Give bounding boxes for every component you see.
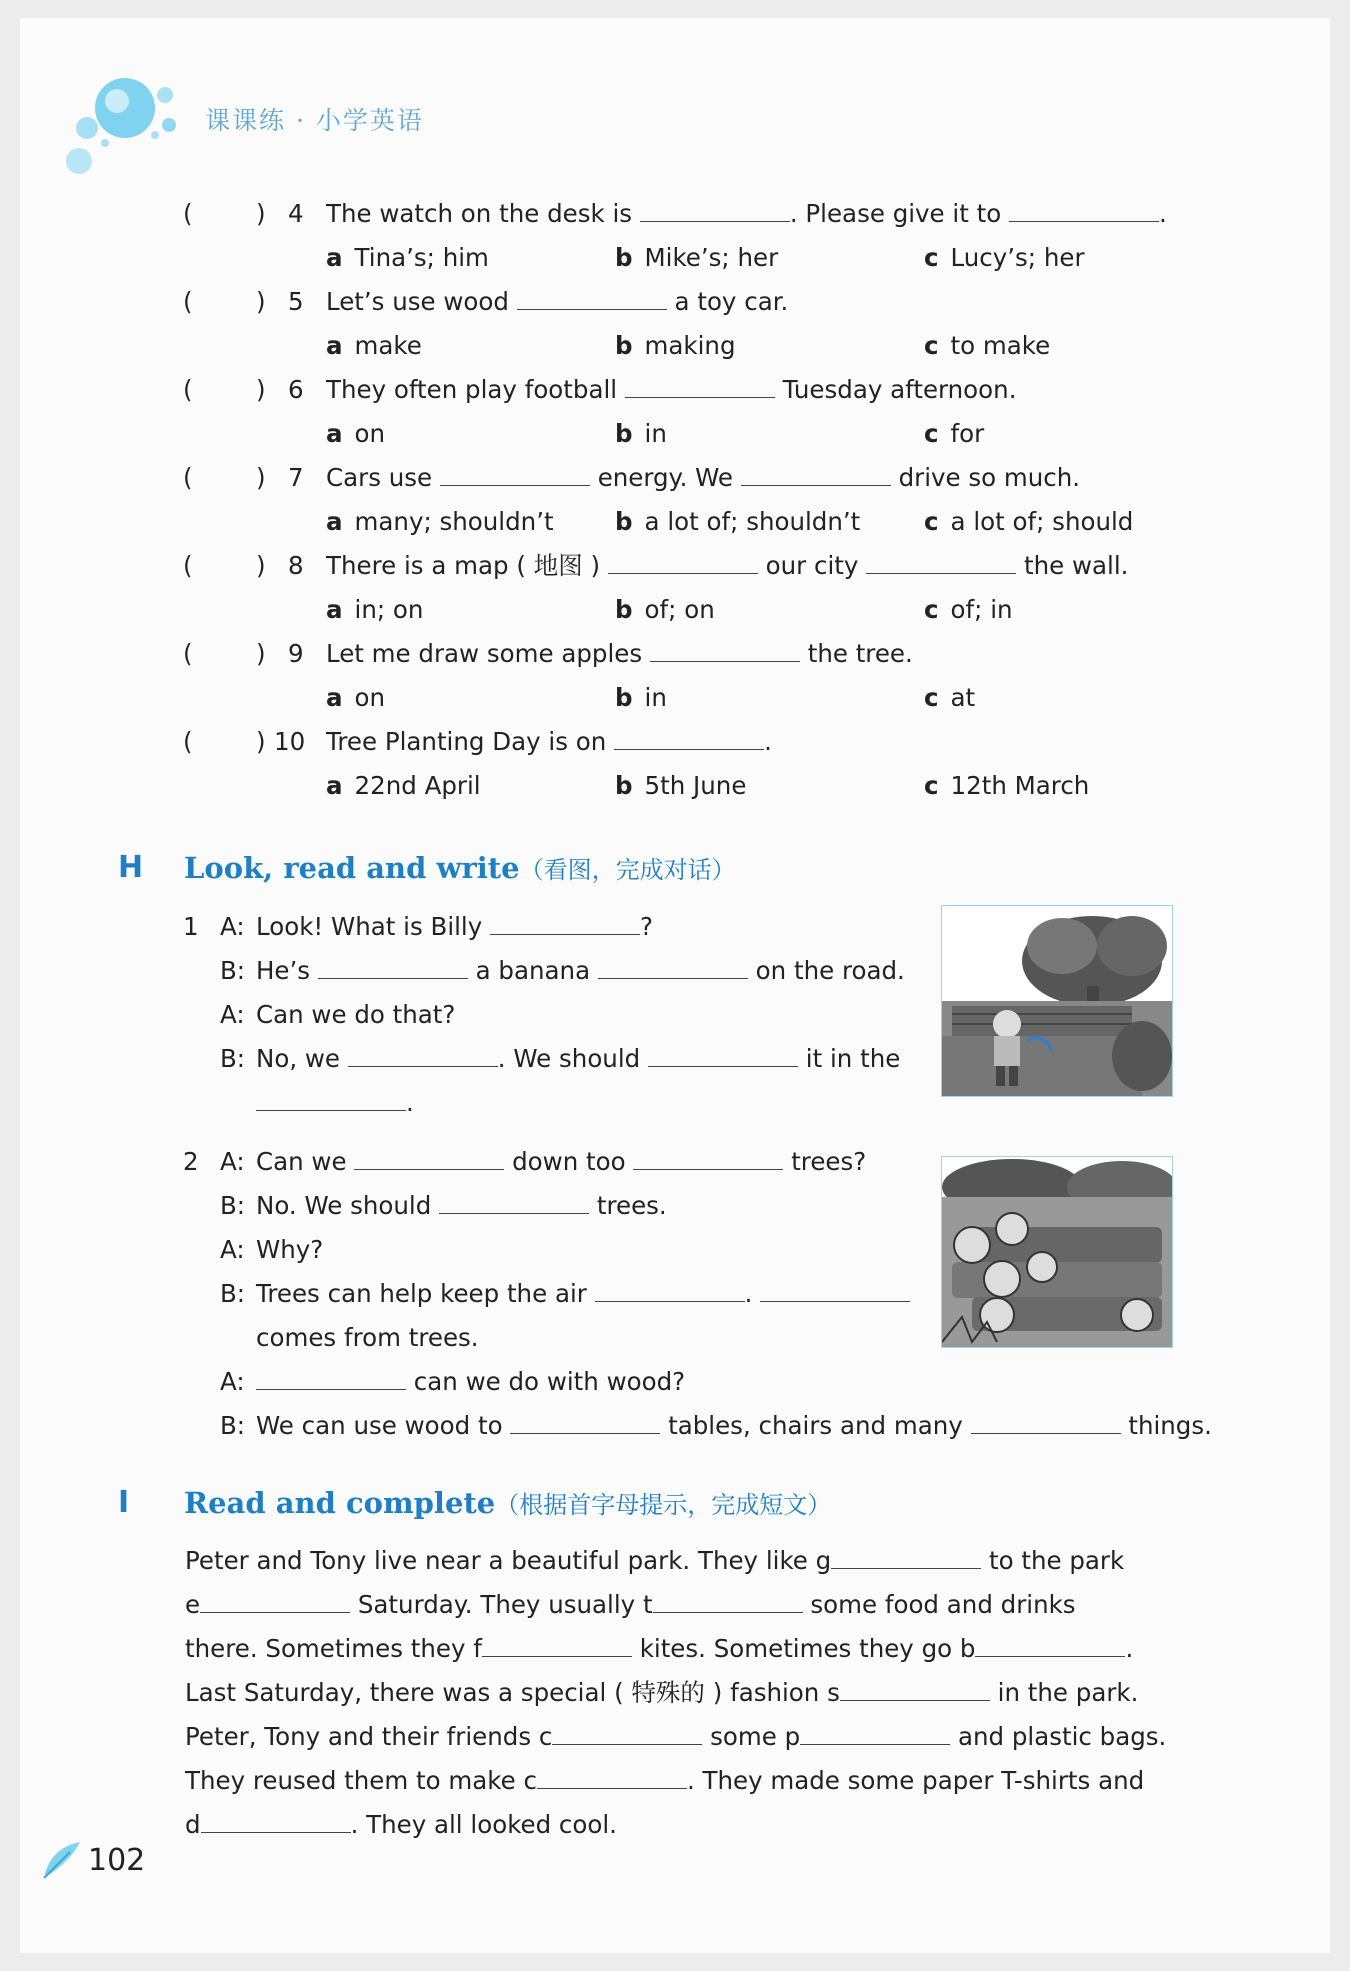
passage-text: Peter and Tony live near a beautiful park. They like g [185, 1546, 832, 1575]
passage-text: there. Sometimes they f [185, 1634, 482, 1663]
dialog-text: trees. [589, 1191, 667, 1220]
option-letter: a [326, 595, 343, 624]
passage-text: kites. Sometimes they go b [631, 1634, 976, 1663]
question-stem [326, 198, 1167, 230]
option-letter: c [924, 331, 939, 360]
passage-text: Peter, Tony and their friends c [185, 1722, 553, 1751]
option-text: Lucy’s; her [950, 243, 1085, 272]
option-letter: b [615, 243, 633, 272]
option-c [924, 770, 1089, 802]
dialog-text: Can we [256, 1147, 355, 1176]
speaker-label: B: [220, 956, 246, 985]
question-text: Let’s use wood [326, 287, 517, 316]
answer-blank [840, 1678, 990, 1701]
question-number: 9 [288, 639, 304, 668]
text-line [288, 374, 304, 406]
answer-blank [537, 1766, 687, 1789]
question-text: They often play football [326, 375, 625, 404]
passage-text: some food and drinks [802, 1590, 1076, 1619]
passage-text: e [185, 1590, 201, 1619]
answer-blank [640, 199, 790, 222]
question-number: 7 [288, 463, 304, 492]
text-line: ( [183, 463, 193, 492]
text-line [220, 999, 245, 1031]
option-b [615, 682, 667, 714]
option-c [924, 682, 975, 714]
option-letter: a [326, 683, 343, 712]
dialog-text: No. We should [256, 1191, 440, 1220]
answer-blank [614, 727, 764, 750]
answer-blank [650, 639, 800, 662]
option-letter: a [326, 771, 343, 800]
dialog-number: 2 [183, 1147, 199, 1176]
option-a [326, 418, 385, 450]
dialog-line [256, 1278, 910, 1310]
dialog-number: 1 [183, 912, 199, 941]
dialog-line [256, 1087, 414, 1119]
dialog-text: a banana [467, 956, 598, 985]
answer-blank [971, 1411, 1121, 1434]
question-text: Tuesday afternoon. [774, 375, 1017, 404]
question-number: 4 [288, 199, 304, 228]
section-h-letter: H [118, 850, 144, 885]
answer-blank [648, 1044, 798, 1067]
text-line [288, 550, 304, 582]
option-c [924, 594, 1013, 626]
option-c [924, 242, 1085, 274]
option-b [615, 418, 667, 450]
passage-text: Last Saturday, there was a special ( 特殊的 ) fashion s [185, 1678, 840, 1707]
question-stem [326, 726, 772, 758]
option-letter: a [326, 419, 343, 448]
option-a [326, 594, 423, 626]
option-text: making [644, 331, 736, 360]
speaker-label: A: [220, 1235, 245, 1264]
dialog-line [256, 1322, 479, 1354]
question-text: Tree Planting Day is on [326, 727, 615, 756]
passage-text: . [1125, 1634, 1134, 1663]
option-text: in; on [354, 595, 424, 624]
answer-blank [595, 1279, 745, 1302]
option-text: of; on [644, 595, 715, 624]
question-number: 10 [274, 727, 306, 756]
answer-blank [318, 956, 468, 979]
option-letter: c [924, 595, 939, 624]
dialog-line [256, 1190, 667, 1222]
leaf-icon [40, 1838, 86, 1882]
dialog-line [256, 1410, 1212, 1442]
dialog-text: Look! What is Billy [256, 912, 491, 941]
speaker-label: A: [220, 1000, 245, 1029]
option-text: 22nd April [354, 771, 481, 800]
speaker-label: B: [220, 1044, 246, 1073]
question-text: . [1159, 199, 1167, 228]
question-text: the wall. [1016, 551, 1129, 580]
answer-blank [482, 1634, 632, 1657]
dialog-line [256, 911, 653, 943]
passage-text: They reused them to make c [185, 1766, 537, 1795]
option-letter: c [924, 243, 939, 272]
dialog-line [256, 1043, 900, 1075]
speaker-label: A: [220, 1147, 245, 1176]
dialog-text: on the road. [747, 956, 905, 985]
option-letter: b [615, 771, 633, 800]
dialog-text: He’s [256, 956, 318, 985]
dialog-text: We can use wood to [256, 1411, 511, 1440]
text-line [220, 1043, 245, 1075]
option-letter: a [326, 507, 343, 536]
answer-blank [439, 1191, 589, 1214]
answer-blank [510, 1411, 660, 1434]
question-text: Let me draw some apples [326, 639, 650, 668]
option-text: to make [950, 331, 1051, 360]
option-text: a lot of; shouldn’t [644, 507, 861, 536]
passage-text: to the park [981, 1546, 1125, 1575]
answer-blank [800, 1722, 950, 1745]
passage-text: and plastic bags. [950, 1722, 1167, 1751]
text-line [220, 1366, 245, 1398]
text-line: ) [256, 551, 266, 580]
dialog-text: Why? [256, 1235, 324, 1264]
dialog-line [256, 955, 905, 987]
question-text: the tree. [799, 639, 913, 668]
answer-blank [598, 956, 748, 979]
option-c [924, 330, 1050, 362]
text-line [220, 1410, 245, 1442]
dialog-text: comes from trees. [256, 1323, 479, 1352]
header-title: 课课练 · 小学英语 [205, 106, 424, 135]
option-letter: a [326, 331, 343, 360]
answer-blank [440, 463, 590, 486]
question-stem [326, 550, 1128, 582]
passage-line [185, 1545, 1124, 1577]
text-line [220, 955, 245, 987]
text-line [288, 198, 304, 230]
option-text: many; shouldn’t [354, 507, 554, 536]
option-letter: c [924, 419, 939, 448]
answer-blank [517, 287, 667, 310]
text-line [220, 1190, 245, 1222]
option-text: 12th March [950, 771, 1090, 800]
option-text: in [644, 419, 667, 448]
answer-blank [975, 1634, 1125, 1657]
answer-blank [608, 551, 758, 574]
question-text: The watch on the desk is [326, 199, 640, 228]
option-c [924, 506, 1133, 538]
dialog-text: trees? [783, 1147, 867, 1176]
text-line: ) [256, 463, 266, 492]
passage-line [185, 1765, 1144, 1797]
question-stem [326, 638, 913, 670]
option-b [615, 330, 736, 362]
text-line: ( [183, 375, 193, 404]
text-line [274, 726, 305, 758]
answer-blank [552, 1722, 702, 1745]
dialog-text: . [406, 1088, 414, 1117]
answer-blank [633, 1147, 783, 1170]
question-stem [326, 374, 1016, 406]
dialog-text: ? [640, 912, 654, 941]
option-text: on [354, 419, 386, 448]
passage-line [185, 1677, 1138, 1709]
text-line [183, 1146, 199, 1178]
text-line: ( [183, 199, 193, 228]
logs-picture [941, 1156, 1173, 1348]
dialog-text: tables, chairs and many [660, 1411, 971, 1440]
dialog-text: things. [1120, 1411, 1212, 1440]
dialog-text: No, we [256, 1044, 348, 1073]
option-letter: c [924, 507, 939, 536]
option-b [615, 770, 746, 802]
option-text: a lot of; should [950, 507, 1134, 536]
answer-blank [866, 551, 1016, 574]
dialog-line [256, 1146, 866, 1178]
text-line: ) [256, 639, 266, 668]
dialog-line [256, 1366, 685, 1398]
passage-text: d [185, 1810, 201, 1839]
option-text: in [644, 683, 667, 712]
page-number: 102 [88, 1843, 146, 1878]
option-a [326, 506, 554, 538]
option-a [326, 770, 481, 802]
text-line [288, 638, 304, 670]
question-text: There is a map ( 地图 ) [326, 551, 608, 580]
passage-text: some p [702, 1722, 801, 1751]
dialog-text: Can we do that? [256, 1000, 456, 1029]
dialog-line [256, 999, 455, 1031]
option-b [615, 506, 860, 538]
question-number: 5 [288, 287, 304, 316]
option-letter: b [615, 419, 633, 448]
option-text: on [354, 683, 386, 712]
speaker-label: B: [220, 1279, 246, 1308]
option-letter: b [615, 507, 633, 536]
answer-blank [625, 375, 775, 398]
answer-blank [256, 1367, 406, 1390]
text-line: ) [256, 199, 266, 228]
section-i-title: Read and complete（根据首字母提示，完成短文） [184, 1486, 832, 1520]
text-line [288, 286, 304, 318]
passage-line [185, 1633, 1133, 1665]
question-text: our city [757, 551, 867, 580]
passage-text: Saturday. They usually t [350, 1590, 653, 1619]
passage-line [185, 1809, 617, 1841]
text-line [288, 462, 304, 494]
option-b [615, 242, 778, 274]
text-line: ) [256, 375, 266, 404]
question-text: . [764, 727, 772, 756]
option-letter: c [924, 683, 939, 712]
option-text: 5th June [644, 771, 747, 800]
question-text: . Please give it to [789, 199, 1010, 228]
answer-blank [760, 1279, 910, 1302]
option-letter: b [615, 331, 633, 360]
answer-blank [653, 1590, 803, 1613]
section-h-title: Look, read and write（看图，完成对话） [184, 851, 736, 885]
bubbles-logo-icon [65, 73, 195, 193]
answer-blank [348, 1044, 498, 1067]
text-line: ) [256, 727, 266, 756]
option-c [924, 418, 984, 450]
question-stem [326, 462, 1080, 494]
speaker-label: A: [220, 912, 245, 941]
dialog-text: . [744, 1279, 761, 1308]
speaker-label: B: [220, 1411, 246, 1440]
text-line: ( [183, 639, 193, 668]
question-number: 8 [288, 551, 304, 580]
text-line: ( [183, 551, 193, 580]
dialog-text: Trees can help keep the air [256, 1279, 595, 1308]
option-text: make [354, 331, 422, 360]
dialog-text: . We should [497, 1044, 648, 1073]
answer-blank [490, 912, 640, 935]
dialog-text: can we do with wood? [406, 1367, 686, 1396]
question-number: 6 [288, 375, 304, 404]
passage-line [185, 1721, 1166, 1753]
option-b [615, 594, 715, 626]
question-text: drive so much. [890, 463, 1081, 492]
option-a [326, 682, 385, 714]
option-letter: a [326, 243, 343, 272]
question-text: Cars use [326, 463, 440, 492]
dialog-line [256, 1234, 323, 1266]
option-text: for [950, 419, 985, 448]
speaker-label: A: [220, 1367, 245, 1396]
text-line: ( [183, 727, 193, 756]
text-line [220, 1278, 245, 1310]
passage-text: . They all looked cool. [350, 1810, 617, 1839]
option-text: Tina’s; him [354, 243, 489, 272]
text-line [220, 1146, 245, 1178]
question-stem [326, 286, 788, 318]
answer-blank [200, 1590, 350, 1613]
section-i-letter: I [118, 1485, 130, 1520]
answer-blank [201, 1810, 351, 1833]
passage-text: in the park. [989, 1678, 1139, 1707]
option-text: at [950, 683, 976, 712]
option-letter: b [615, 683, 633, 712]
passage-text: . They made some paper T-shirts and [686, 1766, 1145, 1795]
answer-blank [831, 1546, 981, 1569]
passage-line [185, 1589, 1076, 1621]
speaker-label: B: [220, 1191, 246, 1220]
option-letter: b [615, 595, 633, 624]
text-line: ) [256, 287, 266, 316]
text-line [220, 1234, 245, 1266]
dialog-text: it in the [797, 1044, 901, 1073]
option-a [326, 242, 489, 274]
option-a [326, 330, 422, 362]
answer-blank [354, 1147, 504, 1170]
option-letter: c [924, 771, 939, 800]
answer-blank [1009, 199, 1159, 222]
text-line: ( [183, 287, 193, 316]
text-line [220, 911, 245, 943]
option-text: Mike’s; her [644, 243, 779, 272]
answer-blank [741, 463, 891, 486]
question-text: a toy car. [666, 287, 789, 316]
question-text: energy. We [589, 463, 741, 492]
text-line [183, 911, 199, 943]
billy-banana-picture [941, 905, 1173, 1097]
answer-blank [256, 1088, 406, 1111]
dialog-text: down too [504, 1147, 634, 1176]
option-text: of; in [950, 595, 1013, 624]
